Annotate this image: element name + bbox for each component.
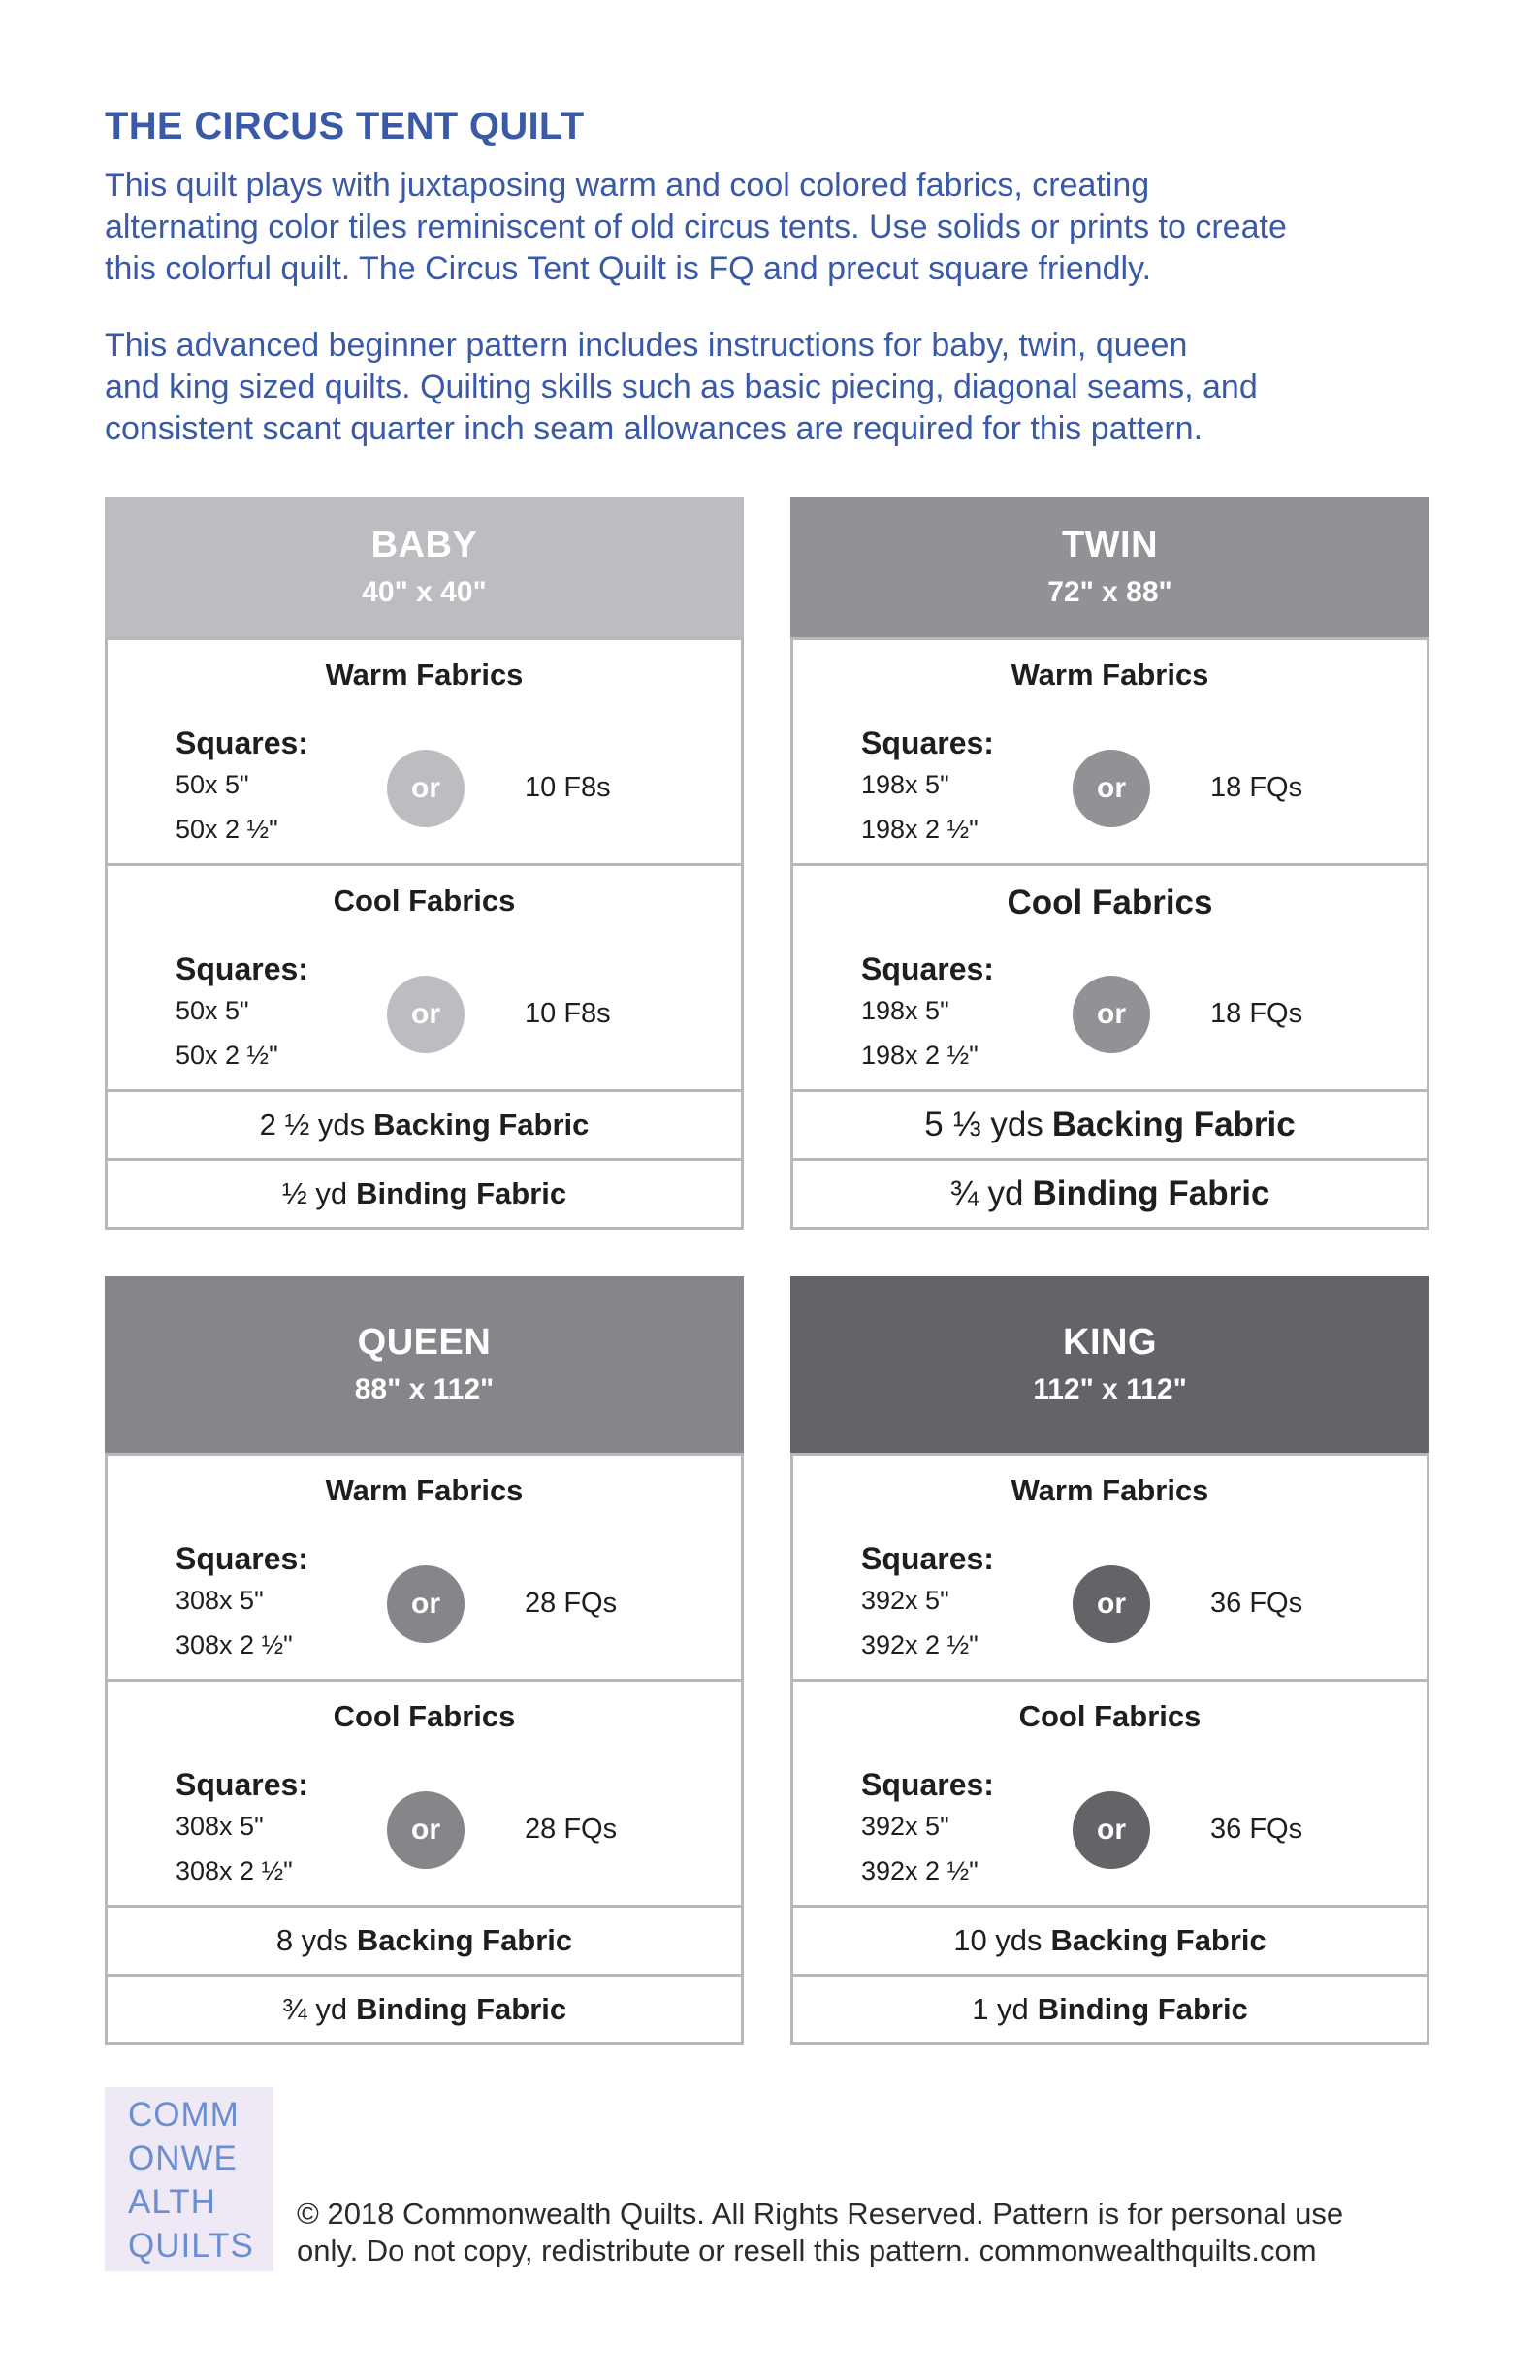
squares-label: Squares: [176,951,308,986]
or-badge: or [1073,1791,1150,1869]
backing-quantity: 8 yds [275,1923,348,1957]
card-size-name: BABY [370,524,478,565]
card-header [790,1276,1429,1453]
square-count-5in: 308x 5" [176,1812,264,1841]
intro-paragraph-2 [105,325,1462,450]
card-dimensions: 112" x 112" [1033,1373,1187,1405]
binding-label: Binding Fabric [356,1992,567,2026]
squares-list [861,724,994,852]
backing-label: Backing Fabric [356,1923,573,1957]
page-title: THE CIRCUS TENT QUILT [105,105,585,147]
squares-label: Squares: [861,1541,994,1576]
squares-label: Squares: [861,1767,994,1802]
logo-line: COMM [128,2096,240,2134]
card-size-name: KING [1063,1322,1157,1363]
cool-fabrics-section [108,1679,741,1905]
copyright-line: © 2018 Commonwealth Quilts. All Rights Reserved. Pattern is for personal use [297,2197,1344,2231]
squares-list [861,1765,994,1893]
alternative-quantity: 28 FQs [525,1814,618,1845]
alternative-quantity: 36 FQs [1210,1588,1303,1619]
squares-list [176,949,308,1077]
backing-fabric-row [108,1905,741,1974]
logo-line: ONWE [128,2139,238,2177]
square-count-2-5in: 50x 2 ½" [176,1041,278,1070]
binding-fabric-row [793,1974,1427,2042]
copyright-line: only. Do not copy, redistribute or resell this pattern. commonwealthquilts.com [297,2234,1317,2267]
card-dimensions: 72" x 88" [1047,575,1172,608]
card-size-name: QUEEN [357,1322,492,1363]
binding-quantity: ¾ yd [949,1174,1024,1212]
backing-quantity: 10 yds [953,1923,1043,1957]
section-title: Warm Fabrics [325,658,524,691]
square-count-5in: 392x 5" [861,1586,949,1615]
or-badge: or [387,750,465,827]
alternative-quantity: 36 FQs [1210,1814,1303,1845]
size-card-twin [790,497,1429,1230]
intro-line: consistent scant quarter inch seam allowances are required for this pattern. [105,410,1203,447]
binding-label: Binding Fabric [1032,1174,1270,1212]
square-count-2-5in: 308x 2 ½" [176,1856,293,1885]
section-title: Cool Fabrics [333,884,516,917]
squares-list [861,1539,994,1667]
or-badge: or [387,976,465,1053]
backing-quantity: 5 ⅓ yds [924,1106,1043,1143]
section-title: Cool Fabrics [1018,1699,1202,1733]
square-count-2-5in: 392x 2 ½" [861,1630,979,1659]
card-header [790,497,1429,637]
square-count-2-5in: 50x 2 ½" [176,815,278,844]
logo-line: ALTH [128,2183,216,2221]
alternative-quantity: 18 FQs [1210,772,1303,803]
backing-quantity: 2 ½ yds [259,1108,366,1142]
copyright-notice [297,2196,1480,2269]
binding-label: Binding Fabric [1037,1992,1248,2026]
square-count-2-5in: 308x 2 ½" [176,1630,293,1659]
backing-fabric-row [793,1089,1427,1158]
cool-fabrics-section [793,863,1427,1089]
alternative-quantity: 28 FQs [525,1588,618,1619]
or-badge: or [1073,1565,1150,1643]
size-card-baby [105,497,744,1230]
or-badge: or [1073,976,1150,1053]
backing-label: Backing Fabric [1050,1923,1267,1957]
section-title: Warm Fabrics [1011,1473,1209,1507]
square-count-2-5in: 198x 2 ½" [861,1041,979,1070]
square-count-5in: 308x 5" [176,1586,264,1615]
squares-label: Squares: [176,725,308,760]
binding-quantity: ½ yd [281,1176,348,1210]
squares-list [176,1765,308,1893]
section-title: Warm Fabrics [1011,658,1209,691]
binding-fabric-row [793,1158,1427,1227]
warm-fabrics-section [793,1453,1427,1679]
warm-fabrics-section [108,637,741,863]
or-badge: or [387,1565,465,1643]
card-dimensions: 40" x 40" [362,575,487,608]
card-header [105,1276,744,1453]
binding-label: Binding Fabric [356,1176,567,1210]
size-card-king [790,1276,1429,2045]
square-count-5in: 198x 5" [861,770,949,799]
card-header [105,497,744,637]
alternative-quantity: 10 F8s [525,772,611,803]
warm-fabrics-section [793,637,1427,863]
intro-line: This quilt plays with juxtaposing warm and cool colored fabrics, creating [105,167,1150,204]
square-count-2-5in: 392x 2 ½" [861,1856,979,1885]
square-count-5in: 50x 5" [176,996,249,1025]
squares-label: Squares: [176,1767,308,1802]
cool-fabrics-section [108,863,741,1089]
binding-quantity: 1 yd [972,1992,1029,2026]
section-title: Cool Fabrics [1007,884,1213,921]
squares-list [861,949,994,1077]
binding-fabric-row [108,1158,741,1227]
intro-paragraph-1 [105,165,1462,290]
square-count-2-5in: 198x 2 ½" [861,815,979,844]
card-dimensions: 88" x 112" [354,1373,495,1405]
card-size-name: TWIN [1061,524,1159,565]
backing-label: Backing Fabric [373,1108,590,1142]
commonwealth-quilts-logo [105,2087,273,2271]
backing-label: Backing Fabric [1051,1106,1296,1143]
binding-fabric-row [108,1974,741,2042]
square-count-5in: 392x 5" [861,1812,949,1841]
intro-line: this colorful quilt. The Circus Tent Quilt is FQ and precut square friendly. [105,250,1152,287]
size-card-queen [105,1276,744,2045]
logo-line: QUILTS [128,2227,254,2265]
squares-label: Squares: [861,725,994,760]
squares-label: Squares: [861,951,994,986]
square-count-5in: 50x 5" [176,770,249,799]
alternative-quantity: 18 FQs [1210,998,1303,1029]
squares-list [176,1539,308,1667]
section-title: Warm Fabrics [325,1473,524,1507]
squares-label: Squares: [176,1541,308,1576]
or-badge: or [1073,750,1150,827]
alternative-quantity: 10 F8s [525,998,611,1029]
section-title: Cool Fabrics [333,1699,516,1733]
intro-line: alternating color tiles reminiscent of old circus tents. Use solids or prints to create [105,209,1287,245]
intro-line: and king sized quilts. Quilting skills such as basic piecing, diagonal seams, and [105,369,1258,405]
backing-fabric-row [108,1089,741,1158]
squares-list [176,724,308,852]
intro-line: This advanced beginner pattern includes instructions for baby, twin, queen [105,327,1188,364]
warm-fabrics-section [108,1453,741,1679]
binding-quantity: ¾ yd [281,1992,348,2026]
backing-fabric-row [793,1905,1427,1974]
square-count-5in: 198x 5" [861,996,949,1025]
cool-fabrics-section [793,1679,1427,1905]
or-badge: or [387,1791,465,1869]
